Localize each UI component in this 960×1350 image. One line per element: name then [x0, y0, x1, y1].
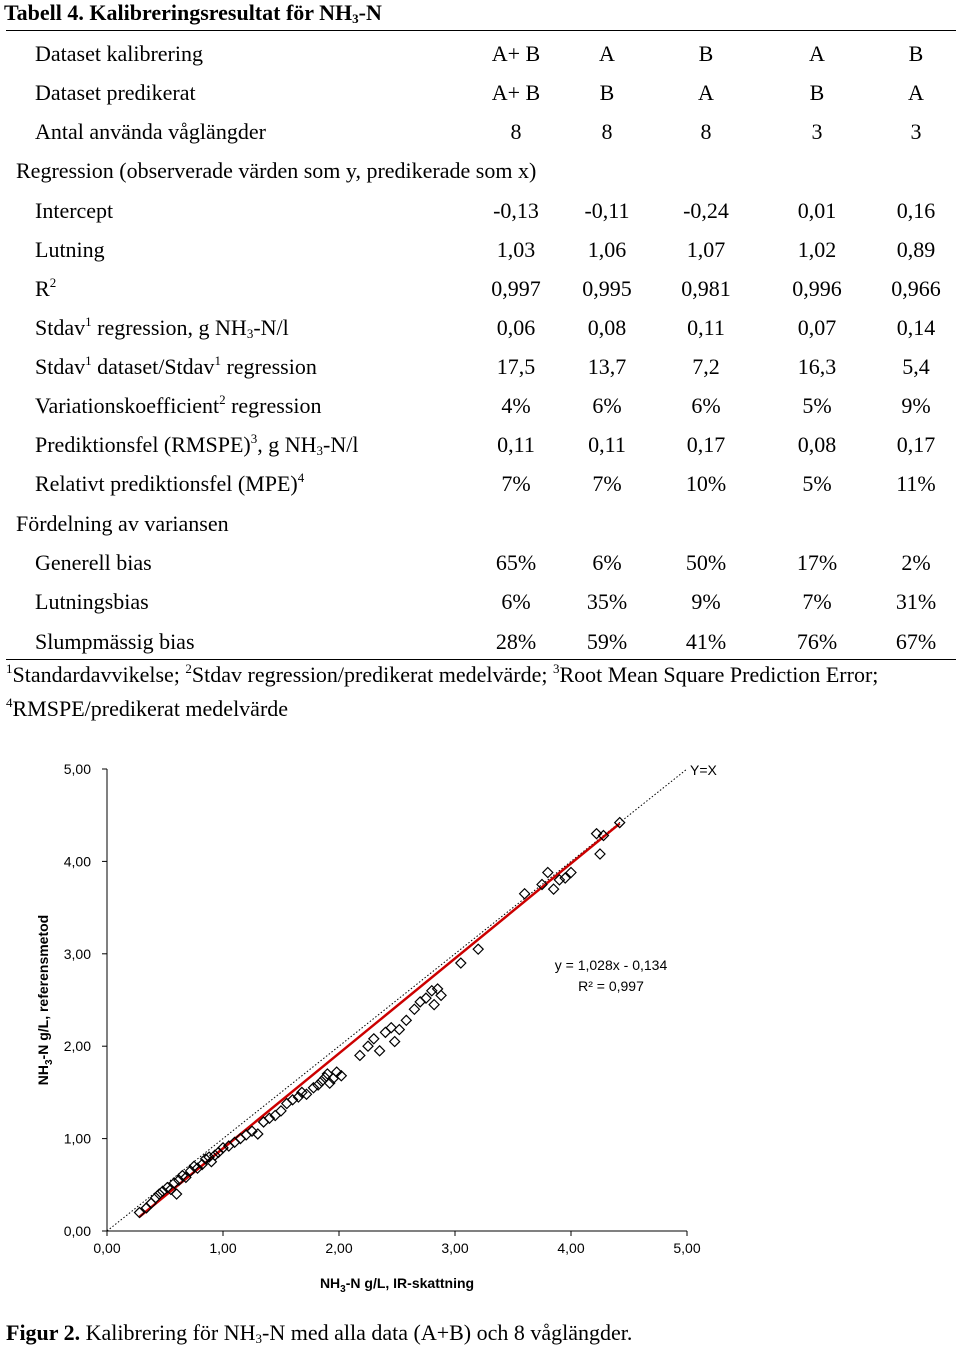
footnote-marker-2: 2 [185, 661, 192, 676]
data-point [394, 1025, 404, 1035]
x-axis-label-text-end: -N g/L, IR-skattning [345, 1275, 475, 1291]
table-row [0, 587, 960, 617]
table-cell: 6% [501, 589, 531, 614]
x-tick-label: 1,00 [209, 1240, 237, 1256]
y-axis-label-text-end: -N g/L, referensmetod [35, 914, 51, 1060]
table-row [0, 39, 960, 69]
section-heading [16, 156, 536, 186]
figure-caption-text-end: -N med alla data (A+B) och 8 våglängder. [262, 1320, 633, 1345]
footnote-text-3: Root Mean Square Prediction Error; [559, 662, 879, 687]
table-cell: A+ B [491, 41, 541, 66]
row-label-text: Lutningsbias [35, 589, 149, 614]
table-cell: 7% [501, 471, 531, 496]
linear-trendline [139, 824, 619, 1217]
data-point [436, 990, 446, 1000]
data-point [473, 944, 483, 954]
table-cell: A [908, 80, 924, 105]
x-tick-label: 4,00 [557, 1240, 585, 1256]
data-point [549, 884, 559, 894]
row-label [35, 196, 113, 226]
table-cell: A [599, 41, 615, 66]
x-tick-label: 0,00 [93, 1240, 121, 1256]
table-cell: 0,997 [491, 276, 541, 301]
data-point [369, 1034, 379, 1044]
table-cell: 8 [700, 119, 712, 144]
table-cell: 4% [501, 393, 531, 418]
row-label [35, 352, 317, 382]
table-cell: 5% [802, 393, 832, 418]
data-point [401, 1015, 411, 1025]
table-cell: 8 [601, 119, 613, 144]
table-cell: 0,11 [588, 432, 626, 457]
table-cell: 5% [802, 471, 832, 496]
table-row [0, 196, 960, 226]
table-row [0, 469, 960, 499]
row-label-text: Variationskoefficient [35, 393, 220, 418]
data-point [363, 1041, 373, 1051]
table-cell: 8 [510, 119, 522, 144]
row-label-text: Lutning [35, 237, 105, 262]
data-point [543, 867, 553, 877]
table-cell: 1,06 [587, 237, 627, 262]
table-cell: 0,995 [582, 276, 632, 301]
table-cell: B [599, 80, 615, 105]
table-cell: 41% [685, 629, 727, 654]
row-label [35, 39, 203, 69]
table-title [4, 0, 382, 26]
table-row [0, 78, 960, 108]
table-cell: 10% [685, 471, 727, 496]
table-row [0, 235, 960, 265]
row-label-text: Regression (observerade värden som y, predikerade som x) [16, 158, 537, 183]
table-cell: 2% [901, 550, 931, 575]
data-point [456, 958, 466, 968]
table-cell: -0,11 [584, 198, 630, 223]
table-row [0, 156, 960, 186]
data-point [375, 1046, 385, 1056]
row-label-text: regression [225, 393, 322, 418]
row-label-text: Relativt prediktionsfel (MPE) [35, 471, 298, 496]
table-title-main: Kalibreringsresultat för NH [89, 0, 353, 25]
table-cell: 7% [592, 471, 622, 496]
footnote-marker-3: 3 [552, 661, 560, 676]
table-cell: 0,11 [687, 315, 725, 340]
figure-caption-label: Figur 2. [6, 1320, 81, 1345]
table-cell: 28% [495, 629, 537, 654]
footnote-text-2: Stdav regression/predikerat medelvärde; [191, 662, 553, 687]
footnote-text-1: Standardavvikelse; [12, 662, 186, 687]
row-label-subscript: 3 [316, 443, 324, 458]
data-point [390, 1037, 400, 1047]
row-label [35, 627, 195, 657]
table-cell: -0,24 [683, 198, 729, 223]
table-cell: 0,996 [792, 276, 842, 301]
table-title-prefix: Tabell 4. [4, 0, 84, 25]
data-point [415, 997, 425, 1007]
table-cell: 31% [895, 589, 937, 614]
data-point [317, 1076, 327, 1086]
table-cell: 0,16 [896, 198, 936, 223]
data-point [276, 1106, 286, 1116]
row-label-superscript: 1 [85, 353, 92, 368]
trendline-equation: y = 1,028x - 0,134 [554, 957, 668, 973]
table-cell: 0,14 [896, 315, 936, 340]
row-label-text: Fördelning av variansen [16, 511, 229, 536]
y-tick-label: 1,00 [63, 1130, 91, 1147]
row-label-superscript: 4 [297, 470, 305, 485]
row-label [35, 235, 105, 265]
reference-line-label: Y=X [690, 762, 717, 778]
figure-caption-subscript: 3 [255, 1331, 262, 1346]
table-cell: 17% [796, 550, 838, 575]
row-label-text: Dataset predikerat [35, 80, 196, 105]
row-label-text: Antal använda våglängder [35, 119, 266, 144]
table-row [0, 274, 960, 304]
table-row [0, 117, 960, 147]
table-row [0, 391, 960, 421]
row-label-text: Stdav [35, 315, 86, 340]
section-heading [16, 509, 229, 539]
row-label-text: Intercept [35, 198, 114, 223]
table-cell: 6% [592, 393, 622, 418]
row-label-subscript: 3 [246, 326, 254, 341]
row-label-text: Slumpmässig bias [35, 629, 195, 654]
data-point [380, 1027, 390, 1037]
table-row [0, 352, 960, 382]
table-cell: 17,5 [496, 354, 536, 379]
table-row [0, 313, 960, 343]
table-cell: 0,11 [497, 432, 535, 457]
y-axis-label [35, 915, 55, 1086]
footnote-marker-1: 1 [6, 661, 13, 676]
table-cell: -0,13 [493, 198, 539, 223]
row-label-text: R [35, 276, 50, 301]
row-label-text: dataset/Stdav [91, 354, 215, 379]
row-label-superscript: 2 [219, 392, 226, 407]
table-cell: 9% [901, 393, 931, 418]
table-cell: 0,07 [797, 315, 837, 340]
figure-caption [6, 1318, 632, 1348]
table-cell: B [698, 41, 714, 66]
row-label [35, 78, 196, 108]
table-cell: A [698, 80, 714, 105]
table-cell: 67% [895, 629, 937, 654]
row-label-text: Stdav [35, 354, 86, 379]
row-label-text: -N/l [253, 315, 289, 340]
data-point [355, 1050, 365, 1060]
table-cell: 1,02 [797, 237, 837, 262]
y-tick-label: 2,00 [63, 1038, 91, 1055]
table-cell: 1,03 [496, 237, 536, 262]
row-label [35, 117, 266, 147]
table-cell: 9% [691, 589, 721, 614]
table-cell: 7,2 [692, 354, 720, 379]
table-cell: 11% [896, 471, 936, 496]
table-cell: 3 [910, 119, 922, 144]
row-label [35, 430, 358, 460]
row-label [35, 313, 289, 343]
x-tick-label: 5,00 [673, 1240, 701, 1256]
table-row [0, 430, 960, 460]
table-row [0, 548, 960, 578]
footnote-marker-4: 4 [6, 695, 13, 710]
y-tick-label: 3,00 [63, 945, 91, 962]
data-point [433, 984, 443, 994]
table-cell: 0,89 [896, 237, 936, 262]
footnote-text-4: RMSPE/predikerat medelvärde [12, 696, 289, 721]
table-cell: 0,966 [891, 276, 941, 301]
table-cell: 0,01 [797, 198, 837, 223]
table-cell: 5,4 [902, 354, 930, 379]
table-cell: B [908, 41, 924, 66]
x-axis-label-subscript: 3 [340, 1284, 346, 1295]
row-label-text: Prediktionsfel (RMSPE) [35, 432, 251, 457]
table-cell: 6% [592, 550, 622, 575]
table-cell: 6% [691, 393, 721, 418]
table-cell: 65% [495, 550, 537, 575]
table-cell: 50% [685, 550, 727, 575]
x-tick-label: 2,00 [325, 1240, 353, 1256]
table-cell: 0,08 [797, 432, 837, 457]
table-footnote [6, 658, 958, 726]
table-cell: 76% [796, 629, 838, 654]
data-point [421, 993, 431, 1003]
table-cell: 0,17 [896, 432, 936, 457]
data-point [386, 1023, 396, 1033]
x-tick-label: 3,00 [441, 1240, 469, 1256]
row-label-text: regression, g NH [91, 315, 247, 340]
row-label-text: regression [220, 354, 317, 379]
calibration-scatter-chart [0, 740, 960, 1310]
y-axis-label-subscript: 3 [44, 1059, 55, 1066]
table-cell: 35% [586, 589, 628, 614]
row-label-superscript: 2 [49, 275, 57, 290]
y-tick-label: 0,00 [63, 1223, 91, 1239]
table-cell: A [809, 41, 825, 66]
table-cell: A+ B [491, 80, 541, 105]
x-axis-label-text: NH [319, 1275, 341, 1291]
table-cell: 0,08 [587, 315, 627, 340]
table-title-subscript: 3 [352, 11, 359, 26]
x-axis-label [320, 1275, 474, 1295]
table-cell: 0,17 [686, 432, 726, 457]
y-tick-label: 5,00 [63, 761, 91, 777]
table-cell: 16,3 [797, 354, 837, 379]
data-point [409, 1004, 419, 1014]
row-label [35, 587, 149, 617]
table-cell: 3 [811, 119, 823, 144]
row-label-text: -N/l [323, 432, 359, 457]
table-cell: 0,06 [496, 315, 536, 340]
table-cell: 0,981 [681, 276, 731, 301]
table-cell: 1,07 [686, 237, 726, 262]
table-row [0, 509, 960, 539]
table-cell: B [809, 80, 825, 105]
row-label-text: Generell bias [35, 550, 152, 575]
row-label-text: Dataset kalibrering [35, 41, 203, 66]
data-point [427, 986, 437, 996]
row-label [35, 274, 56, 304]
row-label-superscript: 1 [214, 353, 221, 368]
table-cell: 59% [586, 629, 628, 654]
table-cell: 13,7 [587, 354, 627, 379]
y-tick-label: 4,00 [63, 853, 91, 870]
y-axis-label-text: NH [35, 1065, 51, 1086]
row-label-text: , g NH [257, 432, 317, 457]
table-top-rule [6, 30, 956, 31]
table-title-suffix: -N [358, 0, 382, 25]
trendline-r-squared: R² = 0,997 [578, 978, 644, 994]
row-label-superscript: 1 [85, 314, 92, 329]
table-cell: 7% [802, 589, 832, 614]
data-point [429, 1000, 439, 1010]
figure-caption-text: Kalibrering för NH [80, 1320, 256, 1345]
row-label [35, 548, 152, 578]
table-row [0, 627, 960, 657]
row-label [35, 469, 304, 499]
row-label-superscript: 3 [250, 431, 258, 446]
data-point [595, 849, 605, 859]
row-label [35, 391, 322, 421]
